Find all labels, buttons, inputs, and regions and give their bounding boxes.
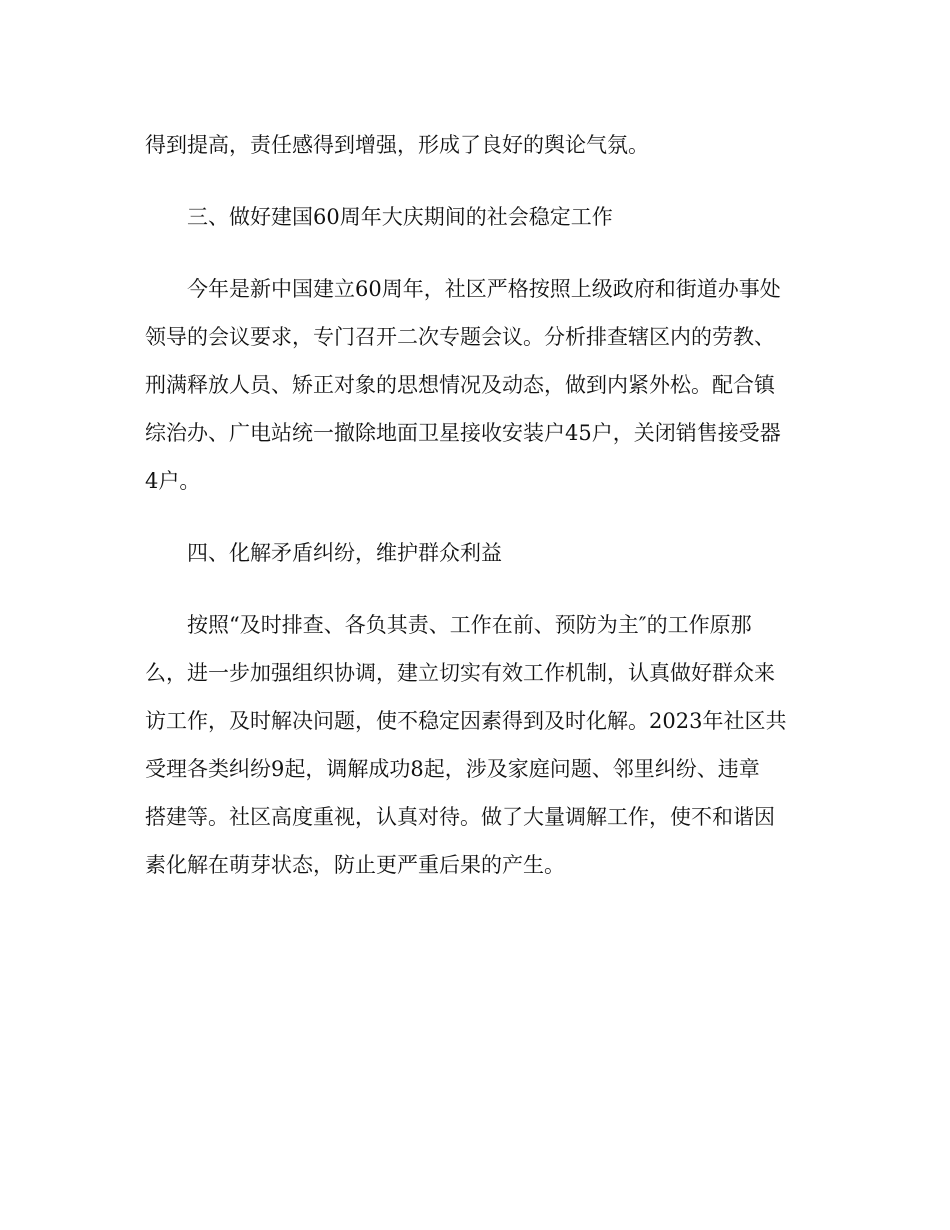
section-heading-four [145, 529, 810, 577]
text-line: 素化解在萌芽状态，防止更严重后果的产生。 [145, 853, 565, 877]
text-line: 刑满释放人员、矫正对象的思想情况及动态，做到内紧外松。配合镇 [145, 373, 775, 397]
heading-text: 四、化解矛盾纠纷，维护群众利益 [187, 541, 502, 565]
paragraph-stability-work [145, 265, 810, 505]
text-line: 今年是新中国建立60周年，社区严格按照上级政府和街道办事处 [187, 277, 781, 301]
text-line: 按照“及时排查、各负其责、工作在前、预防为主″的工作原那 [187, 613, 752, 637]
text-line: 得到提高，责任感得到增强，形成了良好的舆论气氛。 [145, 133, 649, 157]
text-line: 领导的会议要求，专门召开二次专题会议。分析排查辖区内的劳教、 [145, 325, 775, 349]
text-line: 受理各类纠纷9起，调解成功8起，涉及家庭问题、邻里纠纷、违章 [145, 757, 760, 781]
text-line: 4户。 [145, 469, 201, 493]
paragraph-dispute-resolution [145, 601, 810, 889]
document-body [145, 121, 810, 913]
text-line: 么，进一步加强组织协调，建立切实有效工作机制，认真做好群众来 [145, 661, 775, 685]
text-line: 搭建等。社区高度重视，认真对待。做了大量调解工作，使不和谐因 [145, 805, 775, 829]
heading-text: 三、做好建国60周年大庆期间的社会稳定工作 [187, 205, 613, 229]
text-line: 综治办、广电站统一撤除地面卫星接收安装户45户，关闭销售接受器 [145, 421, 781, 445]
text-line: 访工作，及时解决问题，使不稳定因素得到及时化解。2023年社区共 [145, 709, 787, 733]
paragraph-continuation [145, 121, 810, 169]
section-heading-three [145, 193, 810, 241]
